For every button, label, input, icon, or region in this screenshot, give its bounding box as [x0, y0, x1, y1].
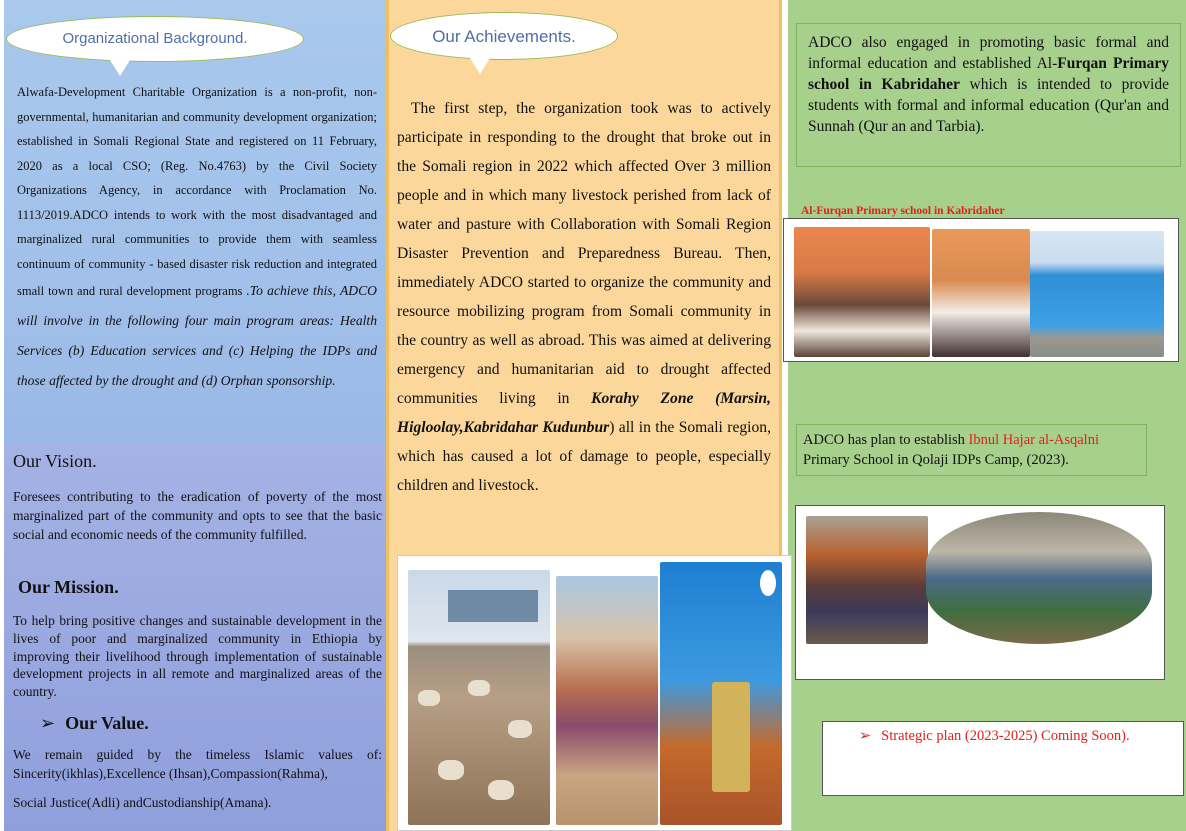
- background-body-text: Alwafa-Development Charitable Organization is a non-profit, non-governmental, humanitarian and community development organization; established in Somali Regional State and registered on 11 February, 2020 as a local CSO; (Reg. No.4763) by the Civil Society Organizations Agency, in accordance with Proclamation No. 1113/2019.ADCO intends to work with the most disadvantaged and marginalized rural communities to provide them with seamless continuum of community - based disaster risk reduction and integrated small town and rural development programs: [17, 85, 377, 298]
- education-intro-box: [796, 23, 1181, 167]
- school-building-photo: [1030, 231, 1164, 357]
- strategic-plan-box: [822, 721, 1184, 796]
- plan-text-end: Primary School in Qolaji IDPs Camp, (2023).: [803, 452, 1069, 468]
- achievements-body: [397, 94, 771, 500]
- sack-icon: [418, 690, 440, 706]
- achievements-text-end: ) all in the Somali region, which has caused a lot of damage to people, especially children and livestock.: [397, 419, 771, 494]
- vision-body: Foresees contributing to the eradication of poverty of the most marginalized part of the community and opts to see that the basic social and economic needs of the community fulfilled.: [13, 489, 382, 542]
- education-intro-end: which is intended to provide students with formal and informal education (Qur'an and Sunnah (Qur an and Tarbia).: [808, 76, 1169, 135]
- planned-school-name: Ibnul Hajar al-Asqalni: [968, 432, 1099, 448]
- strategic-plan-text: Strategic plan (2023-2025) Coming Soon).: [881, 728, 1130, 744]
- project-sign-photo: [660, 562, 782, 825]
- school-plan-box: [796, 424, 1147, 476]
- furqan-school-name: Furqan Primary school in Kabridaher: [808, 55, 1169, 93]
- achievements-text: The first step, the organization took was to actively participate in responding to the drought that broke out in the Somali region in 2022 which affected Over 3 million people and in which many livestock perished from lack of water and pasture with Collaboration with Somali Region Disaster Prevention and Preparedness Bureau. Then, immediately ADCO started to organize the community and resource mobilizing program from Somali community in the country as well as abroad. This was aimed at delivering emergency and humanitarian aid to drought affected communities living in: [397, 100, 771, 407]
- background-body: [17, 80, 377, 396]
- value-body-continued: Social Justice(Adli) andCustodianship(Amana).: [13, 795, 272, 810]
- value-title: Our Value.: [65, 713, 149, 733]
- mission-body: To help bring positive changes and sustainable development in the lives of poor and marginalized community in Ethiopia by improving their livelihood through implementation of sustainable development projects in all remote and marginalized areas of the country.: [13, 613, 382, 700]
- drought-zones: Korahy Zone (Marsin, Higloolay,Kabridahar Kudunbur: [397, 390, 772, 436]
- classroom-students-photo: [932, 229, 1030, 357]
- quran-lesson-photo: [926, 512, 1152, 644]
- strategic-bullet: ➢: [859, 728, 872, 744]
- logo-icon: [760, 570, 776, 596]
- school-photos-frame: [783, 218, 1179, 362]
- background-title: Organizational Background.: [62, 30, 248, 47]
- vision-title: Our Vision.: [13, 451, 97, 471]
- sign-board: [712, 682, 750, 792]
- achievements-title: Our Achievements.: [432, 27, 576, 46]
- students-photo: [794, 227, 930, 357]
- program-areas-text: .To achieve this, ADCO will involve in the following four main program areas: Health Services (b) Education services and (c) Helping the IDPs and those affected by the drought and (d) Orphan sponsorship.: [17, 283, 377, 388]
- idp-classroom-photo: [806, 516, 928, 644]
- sack-icon: [438, 760, 464, 780]
- food-aid-photo: [408, 570, 550, 825]
- value-body: We remain guided by the timeless Islamic values of: Sincerity(ikhlas),Excellence (Ihsan),Compassion(Rahma),: [13, 747, 382, 781]
- value-bullet: ➢: [40, 713, 56, 733]
- background-title-bubble: [6, 16, 304, 62]
- achievements-title-bubble: [390, 12, 618, 60]
- plan-text: ADCO has plan to establish: [803, 432, 969, 448]
- education-intro-text: ADCO also engaged in promoting basic formal and informal education and established Al-: [808, 34, 1169, 72]
- sack-icon: [488, 780, 514, 800]
- value-heading: [40, 713, 149, 734]
- idp-school-photos-frame: [795, 505, 1165, 680]
- school-caption: Al-Furqan Primary school in Kabridaher: [801, 205, 1005, 217]
- community-crowd-photo: [556, 576, 658, 825]
- drought-photos-frame: [397, 555, 792, 831]
- warehouse-shape: [448, 590, 538, 622]
- mission-title: Our Mission.: [18, 577, 119, 597]
- sack-icon: [508, 720, 532, 738]
- sack-icon: [468, 680, 490, 696]
- bubble-tail: [470, 58, 490, 74]
- bubble-tail: [110, 60, 130, 76]
